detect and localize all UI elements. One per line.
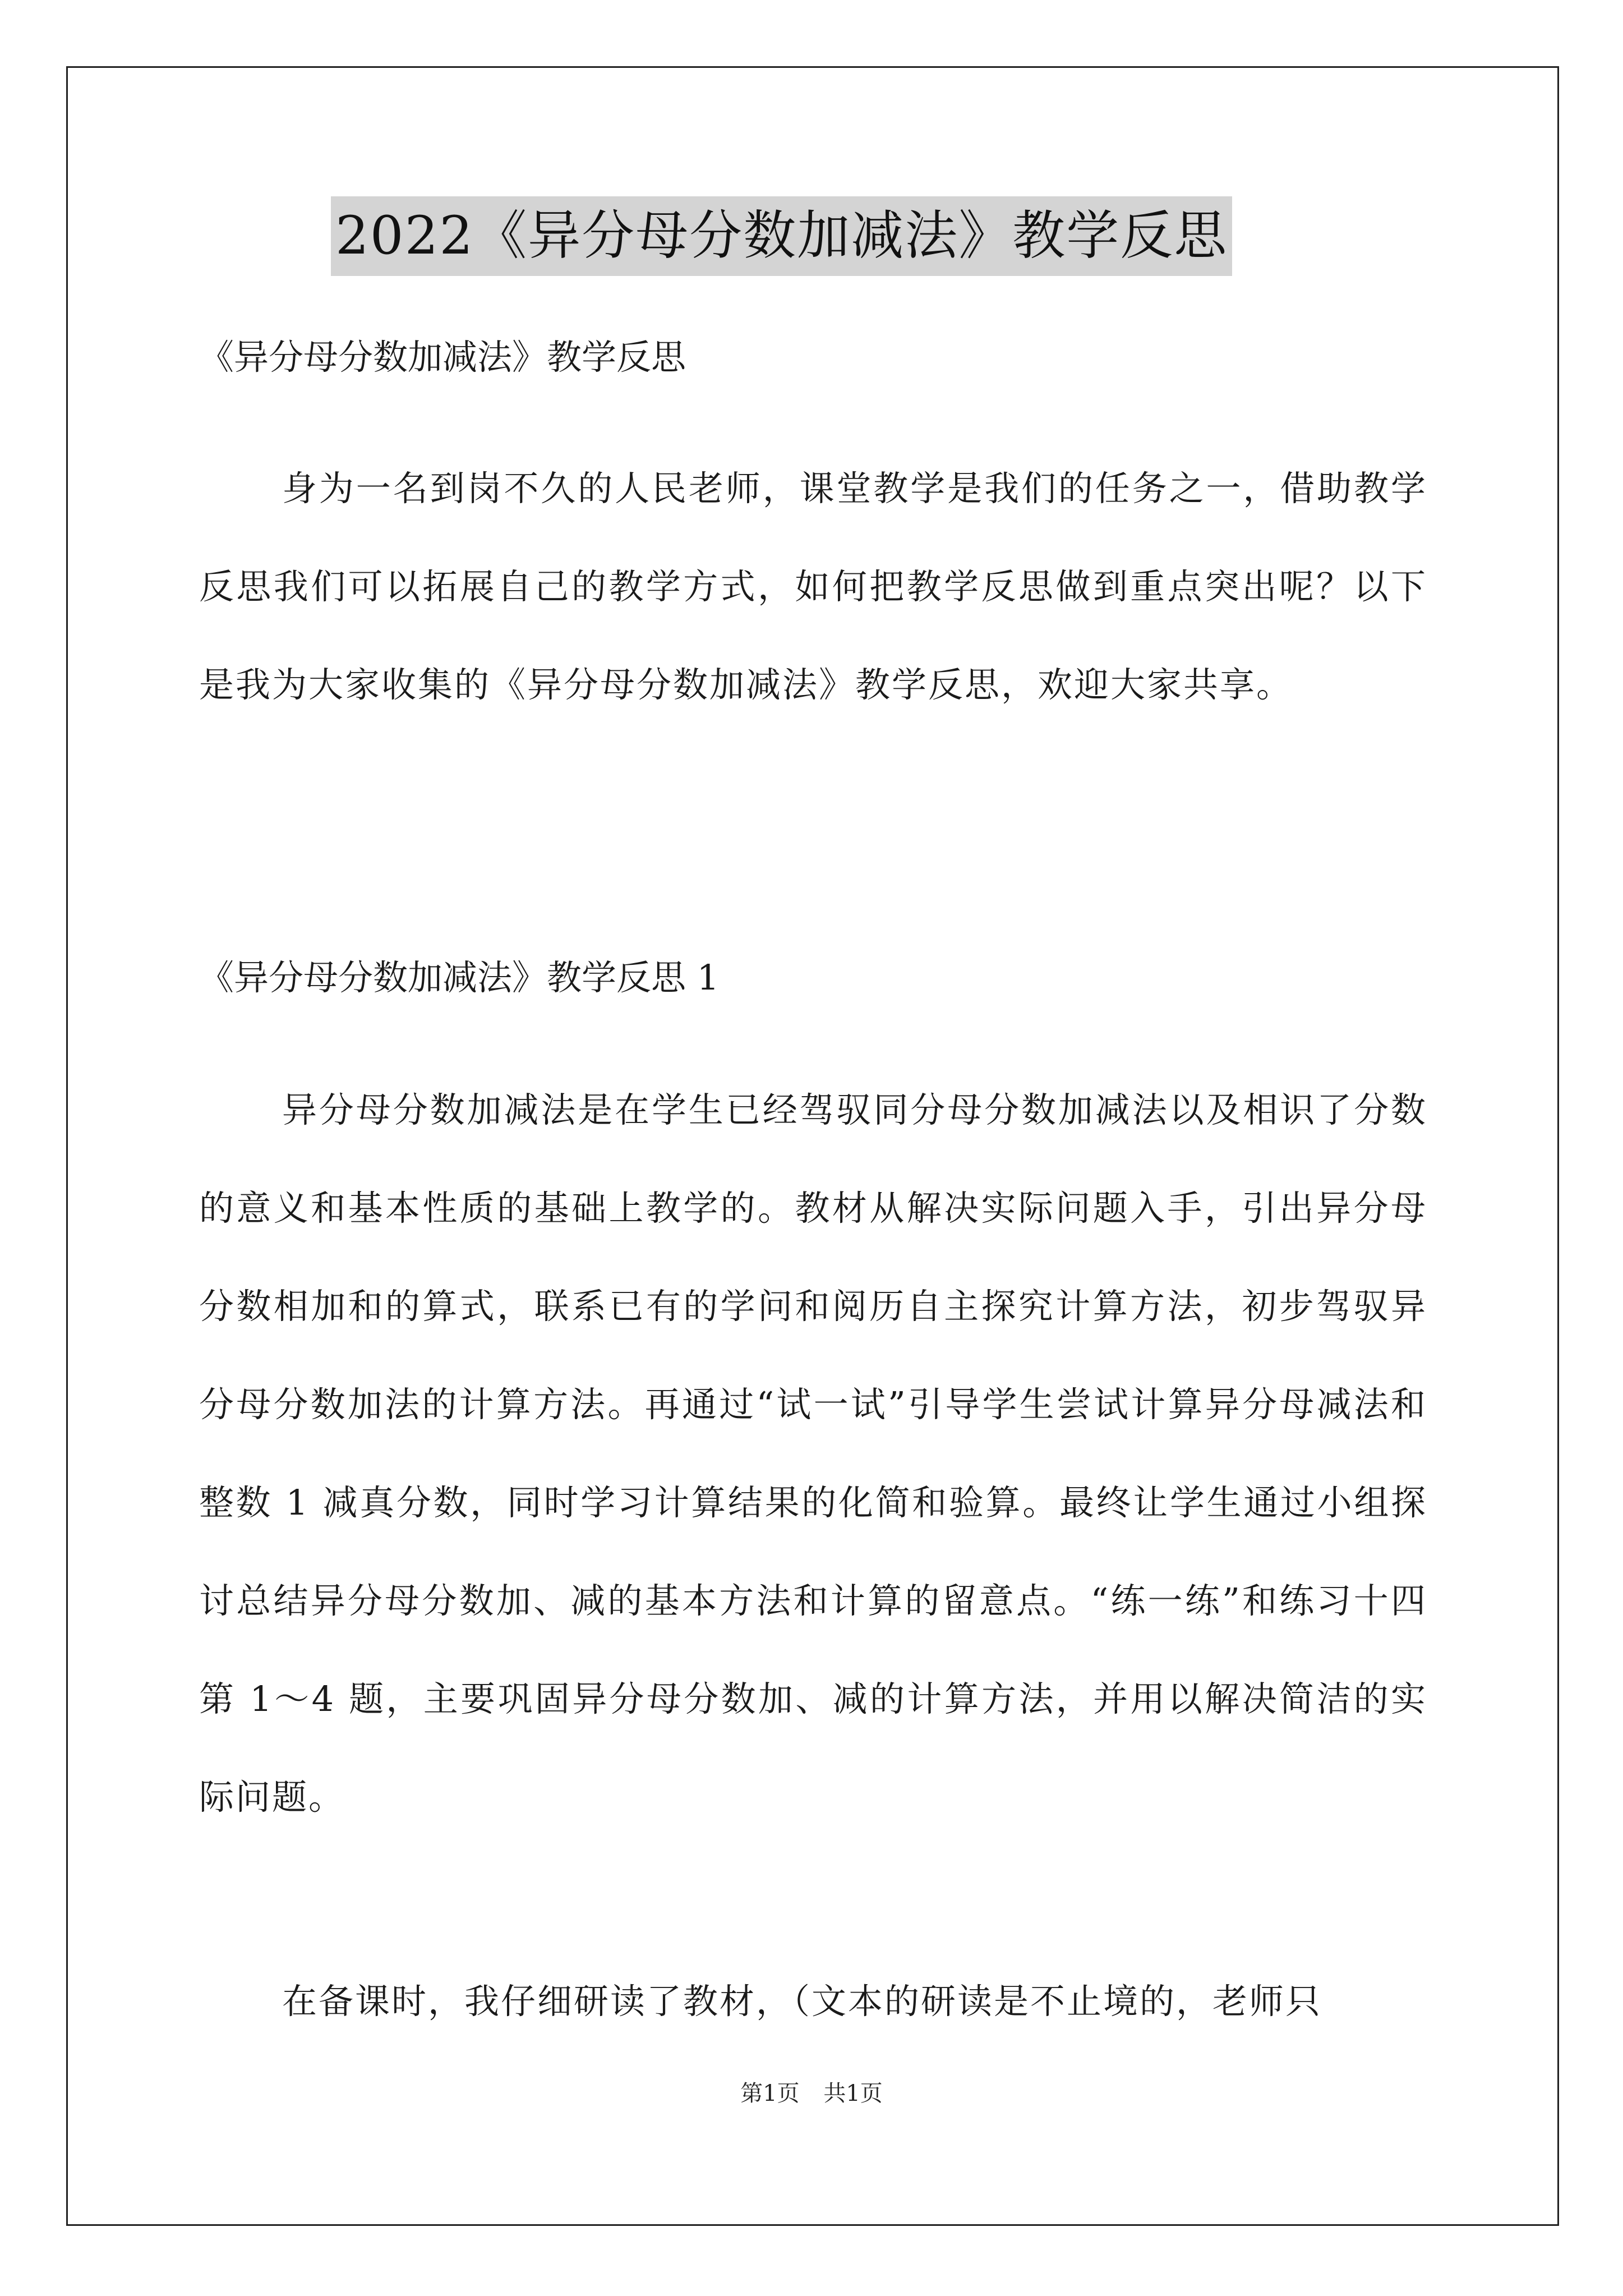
- intro-paragraph: 身为一名到岗不久的人民老师，课堂教学是我们的任务之一，借助教学反思我们可以拓展自己的教学方式，如何把教学反思做到重点突出呢？以下是我为大家收集的《异分母分数加减法》教学反思，欢迎大家共享。: [199, 468, 1427, 705]
- body-paragraph-1: 异分母分数加减法是在学生已经驾驭同分母分数加减法以及相识了分数的意义和基本性质的基础上教学的。教材从解决实际问题入手，引出异分母分数相加和的算式，联系已有的学问和阅历自主探究计算方法，初步驾驭异分母分数加法的计算方法。再通过“试一试”引导学生尝试计算异分母减法和整数 1 减真分数，同时学习计算结果的化简和验算。最终让学生通过小组探讨总结异分母分数加、减的基本方法和计算的留意点。“练一练”和练习十四第 1～4 题，主要巩固异分母分数加、减的计算方法，并用以解决简洁的实际问题。: [199, 1089, 1427, 1818]
- document-subtitle: 《异分母分数加减法》教学反思: [199, 337, 686, 378]
- document-title: 2022《异分母分数加减法》教学反思: [331, 196, 1232, 276]
- section-heading: 《异分母分数加减法》教学反思 1: [199, 957, 720, 998]
- body-paragraph-2: 在备课时，我仔细研读了教材，（文本的研读是不止境的，老师只: [282, 1981, 1322, 2022]
- page-footer: 第1页 共1页: [740, 2081, 883, 2106]
